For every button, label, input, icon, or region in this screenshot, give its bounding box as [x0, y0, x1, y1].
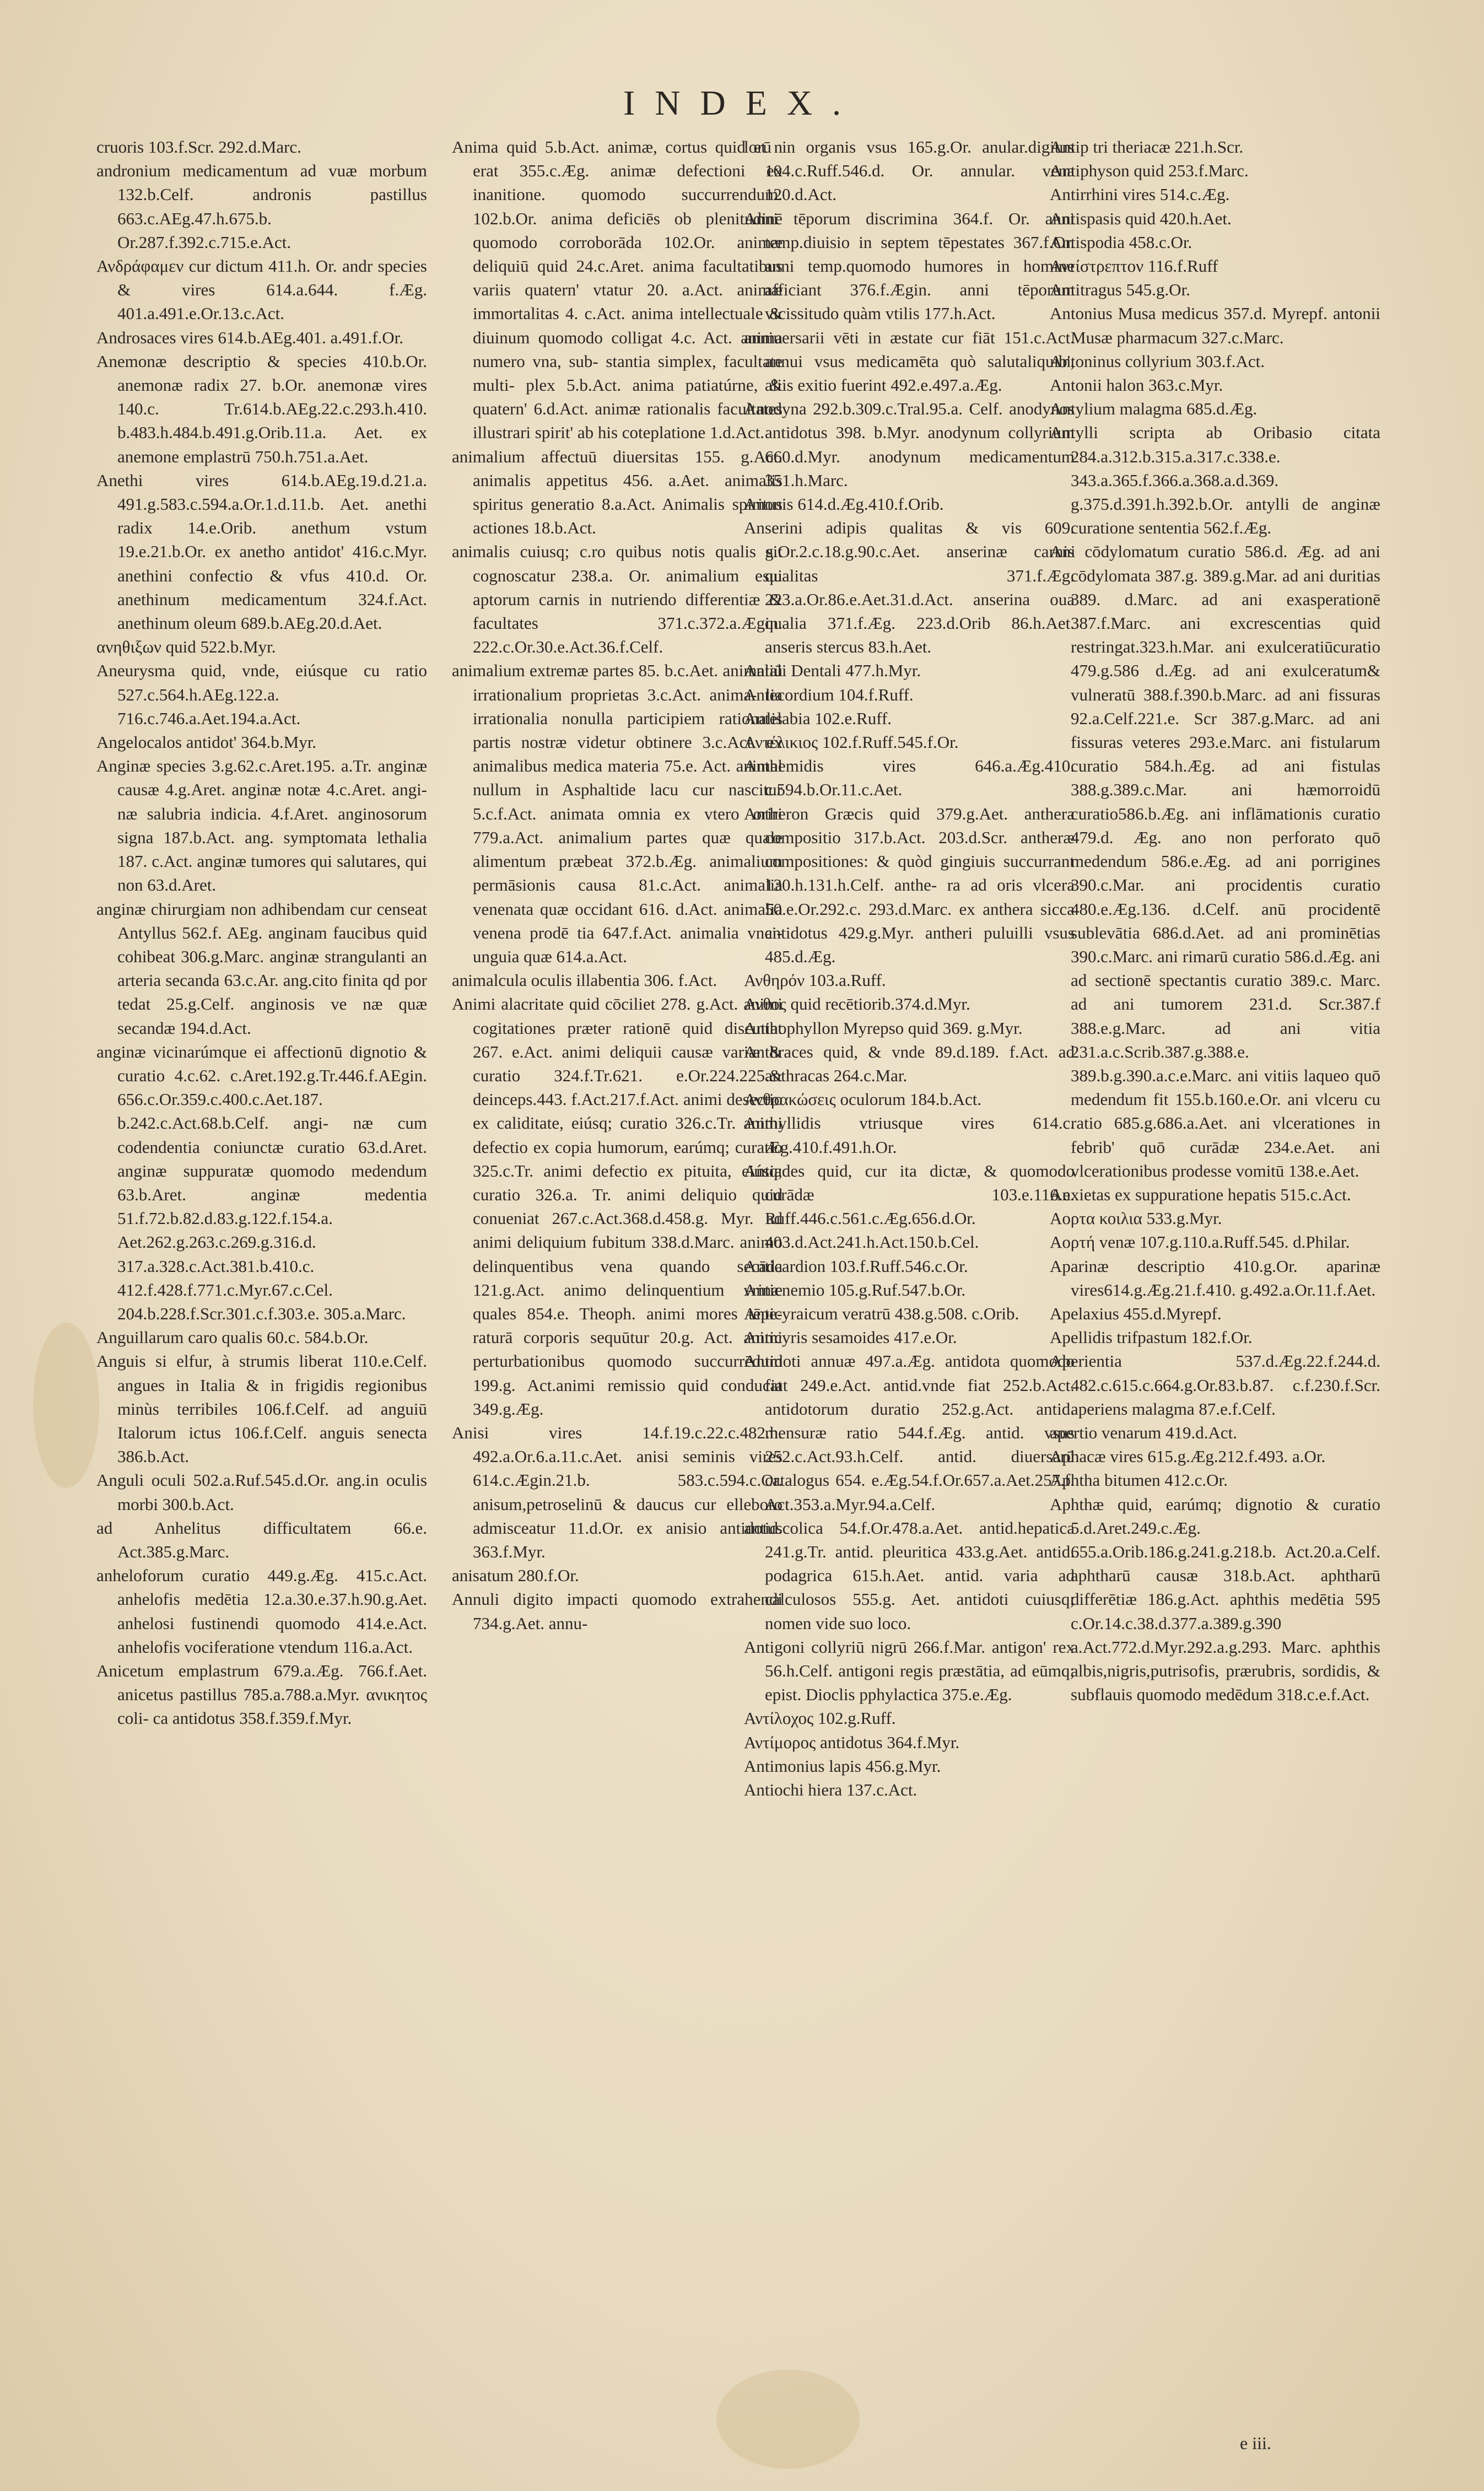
index-entry: Anethi vires 614.b.AEg.19.d.21.a. 491.g.583.c.594.a.Or.1.d.11.b. Aet. anethi radix 14.e.Orib. anethum vstum 19.e.21.b.Or. ex anetho antidot' 416.c.Myr. anethini confectio & vfus 410.d. Or. anethinum medicamentum 324.f.Act. anethinum oleum 689.b.AEg.20.d.Aet.	[96, 470, 427, 633]
index-entry: Antigoni collyriū nigrū 266.f.Mar. antigon' rex 56.h.Celf. antigoni regis præstātia, ad eūmq; epist. Dioclis pphylactica 375.e.Æg.	[744, 1637, 1075, 1705]
index-entry: Antiades quid, cur ita dictæ, & quomodo curādæ 103.e.116.e. Ruff.446.c.561.c.Æg.656.d.Or. 403.d.Act.241.h.Act.150.b.Cel.	[744, 1161, 1075, 1252]
index-entry: Aphtha bitumen 412.c.Or.	[1050, 1470, 1228, 1490]
index-column-3	[744, 135, 1075, 2450]
index-entry: Angelocalos antidot' 364.b.Myr.	[96, 732, 317, 752]
index-entry: animalis cuiusq; c.ro quibus notis qualis sit cognoscatur 238.a. Or. animalium esui aptorum carnis in nutriendo differentiæ & facultates 371.c.372.a.Ægin. 222.c.Or.30.e.Act.36.f.Celf.	[452, 542, 783, 657]
index-entry: Αορτή venæ 107.g.110.a.Ruff.545. d.Philar.	[1050, 1232, 1350, 1252]
index-entry: Aneurysma quid, vnde, eiúsque cu ratio 527.c.564.h.AEg.122.a. 716.c.746.a.Aet.194.a.Act.	[96, 661, 427, 728]
index-entry: anginæ vicinarúmque ei affectionū dignotio & curatio 4.c.62. c.Aret.192.g.Tr.446.f.AEgin. 656.c.Or.359.c.400.c.Aet.187. b.242.c.Act.68.b.Celf. angi- næ cum codendentia coniunctæ curatio 63.d.Aret. anginæ suppuratæ quomodo medendum 63.b.Aret. anginæ medentia 51.f.72.b.82.d.83.g.122.f.154.a. Aet.262.g.263.c.269.g.316.d. 317.a.328.c.Act.381.b.410.c. 412.f.428.f.771.c.Myr.67.c.Cel. 204.b.228.f.Scr.301.c.f.303.e. 305.a.Marc.	[96, 1042, 427, 1323]
index-entry: anniuersarii vēti in æstate cur fiāt 151.c.Act. annui vsus medicamēta quò salutaliquib', aliis exitio fuerint 492.e.497.a.Æg.	[744, 327, 1075, 395]
index-entry: Anticyraicum veratrū 438.g.508. c.Orib.	[744, 1303, 1019, 1323]
index-column-4	[1050, 135, 1380, 2450]
index-entry: Ανδράφαμεν cur dictum 411.h. Or. andr species & vires 614.a.644. f.Æg. 401.a.491.e.Or.13.c.Act.	[96, 256, 427, 323]
index-entry: Antonii halon 363.c.Myr.	[1050, 375, 1223, 395]
index-entry: Annuli digito impacti quomodo extrahendi 734.g.Aet. annu-	[452, 1589, 783, 1633]
index-entry: Ανθηρόν 103.a.Ruff.	[744, 970, 886, 990]
signature-mark: e iii.	[1240, 2433, 1271, 2453]
index-entry: Αντίλοχος 102.g.Ruff.	[744, 1708, 896, 1728]
index-entry: Αντέλικιος 102.f.Ruff.545.f.Or.	[744, 732, 959, 752]
index-entry: Antelabia 102.e.Ruff.	[744, 708, 892, 728]
index-entry: Anthophyllon Myrepso quid 369. g.Myr.	[744, 1018, 1023, 1038]
index-entry: Antispodia 458.c.Or.	[1050, 232, 1192, 252]
index-entry: Anisi vires 14.f.19.c.22.c.482.h. 492.a.Or.6.a.11.c.Aet. anisi seminis vires 614.c.Ægin.21.b. 583.c.594.c.Or. anisum,petroselinū & daucus cur elleboro admisceatur 11.d.Or. ex anisio antidotus 363.f.Myr.	[452, 1422, 783, 1561]
index-entry: Ανθος quid recētiorib.374.d.Myr.	[744, 994, 970, 1014]
index-entry: Aphacæ vires 615.g.Æg.212.f.493. a.Or.	[1050, 1447, 1326, 1466]
index-entry: animalium extremæ partes 85. b.c.Aet. animaliū irrationalium proprietas 3.c.Act. anima- lia irrationalia nonulla participiem rationalis partis nostræ videtur obtinere 3.c.Act. ex animalibus medica materia 75.e. Act. animal nullum in Asphaltide lacu cur nascitur 5.c.f.Act. animata omnia ex vtero oriri 779.a.Act. animalium partes quæ quale alimentum præbeat 372.b.Æg. animalium permāsionis causa 81.c.Act. animalia venenata quæ occidant 616. d.Act. animalia venena prodē tia 647.f.Act. animalia vnci- unguia quæ 614.a.Act.	[452, 661, 783, 966]
page-header: INDEX.	[623, 83, 861, 122]
index-entry: Apellidis trifpastum 182.f.Or.	[1050, 1328, 1253, 1347]
index-entry: animalium affectuū diuersitas 155. g.Act. animalis appetitus 456. a.Aet. animalis spiritus generatio 8.a.Act. Animalis spiritus actiones 18.b.Act.	[452, 446, 783, 538]
index-entry: ad Anhelitus difficultatem 66.e. Act.385.g.Marc.	[96, 1518, 427, 1561]
index-entry: cruoris 103.f.Scr. 292.d.Marc.	[96, 137, 301, 157]
index-entry: Anguillarum caro qualis 60.c. 584.b.Or.	[96, 1328, 369, 1347]
index-entry: lorū in organis vsus 165.g.Or. anular.digitus 104.c.Ruff.546.d. Or. annular. vena 120.d.Act.	[744, 137, 1075, 204]
index-entry: Anticardion 103.f.Ruff.546.c.Or.	[744, 1256, 968, 1276]
index-entry: Aparinæ descriptio 410.g.Or. aparinæ vires614.g.Æg.21.f.410. g.492.a.Or.11.f.Aet.	[1050, 1256, 1380, 1300]
paper-stain	[33, 1323, 99, 1488]
index-entry: Antiochi hiera 137.c.Act.	[744, 1780, 918, 1800]
index-entry: Antylium malagma 685.d.Æg.	[1050, 399, 1258, 419]
index-entry: Antimonius lapis 456.g.Myr.	[744, 1756, 941, 1776]
index-entry: Antylli scripta ab Oribasio citata 284.a.312.b.315.a.317.c.338.e. 343.a.365.f.366.a.368.a.d.369. g.375.d.391.h.392.b.Or. antylli de anginæ curatione sententia 562.f.Æg.	[1050, 423, 1380, 538]
index-entry: Antecordium 104.f.Ruff.	[744, 684, 914, 704]
index-entry: Antirrhini vires 514.c.Æg.	[1050, 185, 1230, 204]
index-entry: Anonis 614.d.Æg.410.f.Orib.	[744, 494, 944, 514]
index-entry: Anxietas ex suppuratione hepatis 515.c.Act.	[1050, 1184, 1351, 1204]
index-entry: Anserini adipis qualitas & vis 609. g.Or.2.c.18.g.90.c.Aet. anserinæ carnis qualitas 371.f.Æg. 223.a.Or.86.e.Aet.31.d.Act. anserina oua qualia 371.f.Æg. 223.d.Orib 86.h.Aet. anseris stercus 83.h.Aet.	[744, 518, 1075, 657]
index-entry: animalcula oculis illabentia 306. f.Act.	[452, 970, 717, 990]
index-entry: Antonius Musa medicus 357.d. Myrepf. antonii Musæ pharmacum 327.c.Marc.	[1050, 304, 1380, 347]
index-entry: anheloforum curatio 449.g.Æg. 415.c.Act. anhelofis medētia 12.a.30.e.37.h.90.g.Aet. anhelosi fustinendi quomodo 414.e.Act. anhelofis vociferatione vtendum 116.a.Act.	[96, 1566, 427, 1657]
index-entry: Apelaxius 455.d.Myrepf.	[1050, 1303, 1222, 1323]
index-entry: Anthraces quid, & vnde 89.d.189. f.Act. ad anthracas 264.c.Mar.	[744, 1042, 1075, 1085]
index-entry: Antip tri theriacæ 221.h.Scr.	[1050, 137, 1244, 157]
index-entry: Antitragus 545.g.Or.	[1050, 280, 1190, 300]
index-entry: Antali Dentali 477.h.Myr.	[744, 661, 921, 681]
index-column-2	[452, 135, 783, 2450]
index-entry: Anni tēporum discrimina 364.f. Or. anni temp.diuisio in septem tēpestates 367.f.Or. anni temp.quomodo humores in homine afficiant 376.f.Ægin. anni tēporum vicissitudo quàm vtilis 177.h.Act.	[744, 208, 1075, 323]
index-entry: Ani cōdylomatum curatio 586.d. Æg. ad ani cōdylomata 387.g. 389.g.Mar. ad ani duritias 389. d.Marc. ad ani exasperationē 387.f.Marc. ani excrescentias quid restringat.323.h.Mar. ani exulceratiūcuratio 479.g.586 d.Æg. ad ani exulceratum& vulneratū 388.f.390.b.Marc. ad ani fissuras 92.a.Celf.221.e. Scr 387.g.Marc. ad ani fissuras veteres 293.e.Marc. ani fistularum curatio 584.h.Æg. ad ani fistulas 388.g.389.c.Mar. ani hæmorroidū curatio586.b.Æg. ani inflāmationis curatio 479.d. Æg. ano non perforato quō medendum 586.e.Æg. ad ani porrigines 390.c.Mar. ani procidentis curatio 480.e.Æg.136. d.Celf. anū procidentē sublevātia 686.d.Aet. ad ani prominētias 390.c.Marc. ani rimarū curatio 586.d.Æg. ani ad sectionē spectantis curatio 389.c. Marc. ad ani tumorem 231.d. Scr.387.f 388.e.g.Marc. ad ani vitia 231.a.c.Scrib.387.g.388.e. 389.b.g.390.a.c.e.Marc. ani vitiis laqueo quō medendum fit 155.b.160.e.Or. ani vlceru cu ratio 685.g.686.a.Aet. ani vlcerationes in febrib' quō curādæ 234.e.Aet. ani vlcerationibus prodesse vomitū 138.e.Aet.	[1050, 542, 1380, 1180]
index-entry: Anicetum emplastrum 679.a.Æg. 766.f.Aet. anicetus pastillus 785.a.788.a.Myr. ανικητος coli- ca antidotus 358.f.359.f.Myr.	[96, 1661, 427, 1728]
index-entry: Antiphyson quid 253.f.Marc.	[1050, 161, 1249, 181]
index-entry: ανηθιξων quid 522.b.Myr.	[96, 637, 276, 657]
index-entry: Antidoti annuæ 497.a.Æg. antidota quomodo fiat 249.e.Act. antid.vnde fiat 252.b.Act. antidotorum duratio 252.g.Act. antid. mensuræ ratio 544.f.Æg. antid. vsus 252.c.Act.93.h.Celf. antid. diuersarū catalogus 654. e.Æg.54.f.Or.657.a.Aet.257.f. Act.353.a.Myr.94.a.Celf.	[744, 1351, 1075, 1514]
index-entry: Αορτα κοιλια 533.g.Myr.	[1050, 1209, 1222, 1228]
index-entry: Anticnemio 105.g.Ruf.547.b.Or.	[744, 1280, 966, 1300]
index-entry: Anthyllidis vtriusque vires 614.c. Æg.410.f.491.h.Or.	[744, 1113, 1075, 1157]
index-entry: Aperientia 537.d.Æg.22.f.244.d. 482.c.615.c.664.g.Or.83.b.87. c.f.230.f.Scr. aperiens malagma 87.e.f.Celf.	[1050, 1351, 1380, 1419]
index-entry: Antheron Græcis quid 379.g.Aet. anthera compositio 317.b.Act. 203.d.Scr. antheræ compositiones: & quòd gingiuis succurrant 130.h.131.h.Celf. anthe- ra ad oris vlcera 50.e.Or.292.c. 293.d.Marc. ex anthera sicca antidotus 429.g.Myr. antheri puluilli vsus 485.d.Æg.	[744, 804, 1075, 966]
index-entry: andronium medicamentum ad vuæ morbum 132.b.Celf. andronis pastillus 663.c.AEg.47.h.675.b. Or.287.f.392.c.715.e.Act.	[96, 161, 427, 252]
index-entry: Aphthæ quid, earúmq; dignotio & curatio 5.d.Aret.249.c.Æg. 655.a.Orib.186.g.241.g.218.b. Act.20.a.Celf. aphtharū causæ 318.b.Act. aphtharū differētiæ 186.g.Act. aphthis medētia 595 c.Or.14.c.38.d.377.a.389.g.390 a.Act.772.d.Myr.292.a.g.293. Marc. aphthis albis,nigris,putrisofis, prærubris, sordidis, & subflauis quomodo medēdum 318.c.e.f.Act.	[1050, 1494, 1380, 1705]
index-column-1	[96, 135, 427, 2450]
index-entry: Androsaces vires 614.b.AEg.401. a.491.f.Or.	[96, 327, 404, 347]
index-entry: Antoninus collyrium 303.f.Act.	[1050, 351, 1265, 371]
index-entry: Anthemidis vires 646.a.Æg.410. c.594.b.Or.11.c.Aet.	[744, 756, 1075, 800]
index-entry: Anticyris sesamoides 417.e.Or.	[744, 1328, 957, 1347]
index-entry: Anguli oculi 502.a.Ruf.545.d.Or. ang.in oculis morbi 300.b.Act.	[96, 1470, 427, 1514]
index-entry: Anima quid 5.b.Act. animæ, cortus quid et n erat 355.c.Æg. animæ defectioni ex inanitione. quomodo succurrendum. 102.b.Or. anima deficiēs ob plenitudinē quomodo corroborāda 102.Or. animæ deliquiū quid 24.c.Aret. anima facultatibus variis quatern' vtatur 20. a.Act. animæ immortalitas 4. c.Act. anima intellectuale & diuinum quomodo colligat 4.c. Act. anima numero vna, sub- stantia simplex, facultate multi- plex 5.b.Act. anima patiatúrne, & quatern' 6.d.Act. animæ rationalis facultates illustrari spirit' ab his coteplatione 1.d.Act.	[452, 137, 783, 443]
index-entry: anginæ chirurgiam non adhibendam cur censeat Antyllus 562.f. AEg. anginam faucibus quid cohibeat 306.g.Marc. anginæ strangulanti an arteria secanda 63.c.Ar. ang.cito finita qd por tedat 25.g.Celf. anginosis ve næ quæ secandæ 194.d.Act.	[96, 899, 427, 1038]
index-entry: apertio venarum 419.d.Act.	[1050, 1422, 1238, 1442]
index-entry: Anginæ species 3.g.62.c.Aret.195. a.Tr. anginæ causæ 4.g.Aret. anginæ notæ 4.c.Aret. angi- næ salubria indicia. 4.f.Aret. anginosorum signa 187.b.Act. ang. symptomata lethalia 187. c.Act. anginæ tumores qui salutares, qui non 63.d.Aret.	[96, 756, 427, 895]
index-entry: Ανθρακώσεις oculorum 184.b.Act.	[744, 1090, 982, 1109]
index-entry: Αντίμορος antidotus 364.f.Myr.	[744, 1732, 960, 1752]
index-entry: Anodyna 292.b.309.c.Tral.95.a. Celf. anodynos antidotus 398. b.Myr. anodynum collyrium 660.d.Myr. anodynum medicamentum 351.h.Marc.	[744, 399, 1075, 490]
index-entry: Antispasis quid 420.h.Aet.	[1050, 208, 1232, 228]
index-entry: Anguis si elfur, à strumis liberat 110.e.Celf. angues in Italia & in frigidis regionibus minùs terribiles 106.f.Celf. ad anguiū Italorum ictus 106.f.Celf. anguis senecta 386.b.Act.	[96, 1351, 427, 1466]
index-entry: Αντίστρεπτον 116.f.Ruff	[1050, 256, 1218, 276]
index-entry: Anemonæ descriptio & species 410.b.Or. anemonæ radix 27. b.Or. anemonæ vires 140.c. Tr.614.b.AEg.22.c.293.h.410. b.483.h.484.b.491.g.Orib.11.a. Aet. ex anemone emplastrū 750.h.751.a.Aet.	[96, 351, 427, 466]
index-entry: antid.colica 54.f.Or.478.a.Aet. antid.hepatica 241.g.Tr. antid. pleuritica 433.g.Aet. antid. podagrica 615.h.Aet. antid. varia ad calculosos 555.g. Aet. antidoti cuiusq; nomen vide suo loco.	[744, 1518, 1075, 1633]
index-entry: anisatum 280.f.Or.	[452, 1566, 579, 1586]
index-entry: Animi alacritate quid cōciliet 278. g.Act. animi cogitationes præter rationē quid discutiat 267. e.Act. animi deliquii causæ variæ & curatio 324.f.Tr.621. e.Or.224.225.& deinceps.443. f.Act.217.f.Act. animi desectio ex caliditate, eiúsq; curatio 326.c.Tr. animi defectio ex copia humorum, earúmq; curatio 325.c.Tr. animi defectio ex pituita, eiúsq; curatio 326.a. Tr. animi deliquio quid conueniat 267.c.Act.368.d.458.g. Myr. ad animi deliquium fubitum 338.d.Marc. animo delinquentibus vena quando secāda 121.g.Act. animo delinquentium vrinæ quales 854.e. Theoph. animi mores tēpe- raturā corporis sequūtur 20.g. Act. animi perturbationibus quomodo succurrēdum 199.g. Act.animi remissio quid conducat 349.g.Æg.	[452, 994, 783, 1419]
